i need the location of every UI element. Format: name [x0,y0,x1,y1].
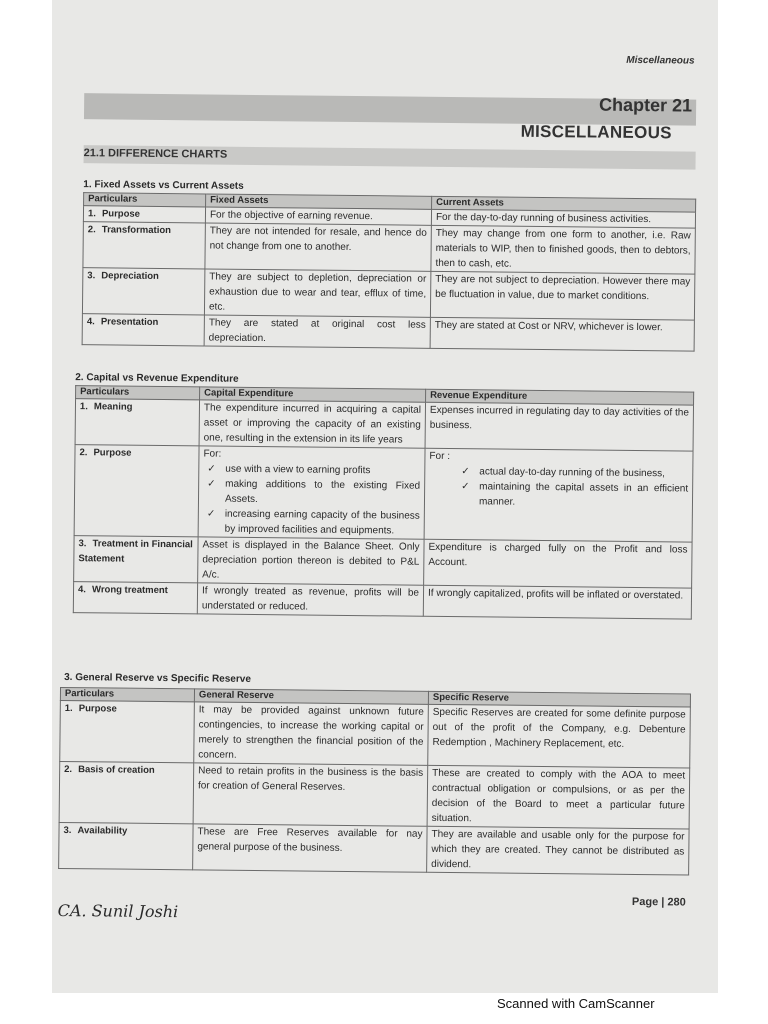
row-particular [75,399,199,446]
header-specific-reserve: Specific Reserve [428,691,690,707]
row-label: Meaning [93,401,133,413]
header-fixed-assets: Fixed Assets [206,194,432,209]
list-item [207,477,421,509]
table-row [82,314,694,351]
row-number: 3. [78,538,87,550]
fixed-assets-cell: They are stated at original cost less depreciation. [204,315,430,348]
capital-expenditure-cell [198,446,425,539]
header-general-reserve: General Reserve [194,689,428,704]
cell-lead: For: [203,448,222,460]
revenue-expenditure-cell [424,448,693,542]
general-reserve-cell: These are Free Reserves available for nay general purpose of the business. [193,824,427,872]
page-content [52,0,718,993]
header-particulars: Particulars [84,193,206,207]
table-row [60,700,691,768]
row-particular [60,700,195,762]
table-row [75,399,693,451]
section-title: 21.1 DIFFERENCE CHARTS [83,147,228,161]
row-label: Purpose [101,208,141,220]
row-number: 4. [86,316,95,328]
current-assets-cell: They are stated at Cost or NRV, whichever is lower. [430,317,694,351]
list-item-text: use with a view to earning profits [225,463,371,477]
row-number: 2. [64,764,73,776]
row-number: 1. [79,401,88,413]
row-particular [83,222,205,269]
capital-expenditure-cell: The expenditure incurred in acquiring a capital asset or improving the capacity of an existing one, resulting in the extension in its life years [199,400,425,448]
list-item-text: actual day-to-day running of the business, [479,466,666,480]
row-number: 2. [87,224,96,236]
row-label: Treatment in Financial Statement [78,538,193,565]
row-number: 1. [87,208,96,220]
header-current-assets: Current Assets [432,196,696,212]
row-label: Transformation [101,224,172,237]
capital-expenditure-cell: Asset is displayed in the Balance Sheet. Only depreciation portion thereon is debited to P&L A/c. [198,537,424,585]
checkmark-icon: ✓ [207,463,216,475]
row-particular [82,314,204,346]
chapter-number: Chapter 21 [599,94,693,116]
general-vs-specific-table [58,687,691,876]
page-number: Page | 280 [631,895,686,909]
row-label: Basis of creation [78,764,155,776]
row-label: Depreciation [101,270,159,282]
current-assets-cell: For the day-to-day running of business activities. [431,209,695,228]
current-assets-cell: They may change from one form to another, i.e. Raw materials to WIP, then to finished goods, then to debtors, then to cash, etc. [431,225,695,274]
checkmark-icon: ✓ [461,466,470,478]
table-row [73,582,691,619]
table-3-title: 3. General Reserve vs Specific Reserve [64,671,251,685]
checkmark-icon: ✓ [206,508,216,520]
tick-list [203,461,421,538]
table-2-title: 2. Capital vs Revenue Expenditure [75,372,239,385]
list-item [461,479,689,511]
row-label: Presentation [100,316,159,328]
chapter-title: MISCELLANEOUS [520,121,672,143]
cell-lead: For : [429,450,451,463]
row-particular [82,268,204,315]
row-particular [74,445,199,537]
header-revenue-expenditure: Revenue Expenditure [426,389,694,405]
header-particulars: Particulars [76,386,200,400]
general-reserve-cell: It may be provided against unknown future contingencies, to increase the working capital or merely to strengthen the financial position of the concern. [194,702,429,765]
table-row [74,536,692,588]
row-number: 3. [63,824,72,837]
table-row [82,268,694,320]
header-capital-expenditure: Capital Expenditure [200,387,426,402]
list-item-text: increasing earning capacity of the business by improved facilities and equipments. [224,508,420,537]
fixed-assets-cell: They are not intended for resale, and hence do not change from one to another. [205,223,431,271]
fixed-vs-current-table [82,192,697,351]
fixed-assets-cell: For the objective of earning revenue. [205,207,431,225]
specific-reserve-cell: These are created to comply with the AOA to meet contractual obligation or compulsions, or as per the decision of the Board to meet a particular future situation. [427,765,690,829]
revenue-expenditure-cell: If wrongly capitalized, profits will be inflated or overstated. [423,585,691,619]
checkmark-icon: ✓ [207,478,216,490]
list-item-text: making additions to the existing Fixed Assets. [224,478,421,506]
row-particular [59,761,194,823]
row-number: 4. [77,584,87,596]
row-number: 2. [79,447,88,459]
row-label: Purpose [78,703,117,715]
row-label: Wrong treatment [91,584,168,597]
capital-expenditure-cell: If wrongly treated as revenue, profits will be understated or reduced. [197,583,423,616]
scanner-watermark: Scanned with CamScanner [497,996,655,1011]
checkmark-icon: ✓ [461,481,470,493]
general-reserve-cell: Need to retain profits in the business is the basis for creation of General Reserves. [193,763,428,826]
row-particular [83,206,205,223]
current-assets-cell: They are not subject to depreciation. However there may be fluctuation in value, due to market conditions. [430,271,694,320]
row-label: Availability [77,825,128,837]
table-row [74,445,693,542]
row-number: 1. [64,703,73,715]
row-particular [73,582,197,614]
row-particular [74,536,198,583]
revenue-expenditure-cell: Expenditure is charged fully on the Profit and loss Account. [424,539,692,588]
table-1-title: 1. Fixed Assets vs Current Assets [83,179,244,192]
row-number: 3. [87,270,96,282]
table-row [83,222,695,274]
row-label: Purpose [93,447,132,459]
header-particulars: Particulars [60,687,194,701]
running-header: Miscellaneous [626,54,695,67]
specific-reserve-cell: They are available and usable only for the purpose for which they are created. They cannot be distributed as dividend. [427,826,689,875]
row-particular [59,822,193,869]
author-signature: CA. Sunil Joshi [57,900,179,922]
scanned-page [52,0,718,993]
table-row [59,822,689,875]
capital-vs-revenue-table [73,385,694,619]
revenue-expenditure-cell: Expenses incurred in regulating day to day activities of the business. [425,402,693,451]
specific-reserve-cell: Specific Reserves are created for some definite purpose out of the profit of the Company, e.g. Debenture Redemption , Machinery Replacement, etc. [428,704,691,768]
table-row [59,761,690,829]
fixed-assets-cell: They are subject to depletion, depreciation or exhaustion due to wear and tear, efflux of time, etc. [204,269,430,317]
tick-list [429,464,688,512]
list-item [206,507,420,539]
list-item-text: maintaining the capital assets in an efficient manner. [478,481,689,508]
